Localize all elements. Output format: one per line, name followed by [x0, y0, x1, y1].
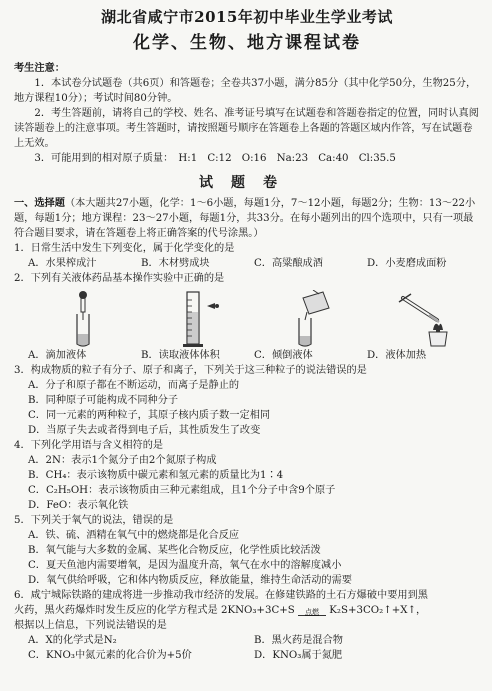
- dropper-test-tube-illustration: [65, 290, 105, 348]
- question-5: [14, 513, 480, 588]
- equation-reactants: 火药，黑火药爆炸时发生反应的化学方程式是 2KNO₃+3C+S: [14, 605, 295, 616]
- section-title: 试题卷: [199, 175, 295, 191]
- option-b: B．同种原子可能构成不同种分子: [28, 395, 179, 406]
- equation-products: K₂S+3CO₂↑+X↑，: [329, 605, 427, 616]
- option-d: D．KNO₃属于氮肥: [254, 650, 343, 661]
- section-1-label: 一、选择题: [14, 197, 65, 209]
- option-c: C．倾倒液体: [254, 350, 313, 361]
- notice-item-1: 1．本试卷分试题卷（共6页）和答题卷；全卷共37小题，满分85分（其中化学50分，生物25分，地方课程10分）；考试时间80分钟。: [14, 78, 477, 104]
- option-c: C．夏天鱼池内需要增氧，是因为温度升高，氧气在水中的溶解度减小: [28, 560, 342, 571]
- section-1-desc: （本大题共27小题，化学：1～6小题，每题1分，7～12小题，每题2分；生物：13～22小题，每题1分；地方课程：23～27小题，每题1分，共33分。在每小题列出的四个选项中，只有一项最符合题目要求，请在答题卷上将正确答案的代号涂黑。）: [14, 198, 476, 239]
- question-4-stem: 4．下列化学用语与含义相符的是: [14, 440, 164, 451]
- option-c: C．同一元素的两种粒子，其原子核内质子数一定相同: [28, 410, 271, 421]
- option-d: D．小麦磨成面粉: [367, 258, 447, 269]
- option-d: D．FeO：表示氧化铁: [28, 500, 129, 511]
- figure-pouring: [254, 290, 367, 348]
- heating-liquid-illustration: [389, 290, 459, 348]
- question-2: [14, 271, 480, 363]
- condition-label: 点燃: [305, 608, 320, 616]
- option-c: C．C₂H₅OH：表示该物质由三种元素组成，且1个分子中含9个原子: [28, 485, 336, 496]
- option-d: D．氧气供给呼吸，它和体内物质反应，释放能量，维持生命活动的需要: [28, 575, 352, 586]
- option-a: A．2N：表示1个氮分子由2个氮原子构成: [28, 455, 217, 466]
- question-6-stem-line3: 根据以上信息，下列说法错误的是: [14, 620, 167, 631]
- pouring-liquid-illustration: [283, 290, 339, 348]
- notice-heading: 考生注意：: [14, 62, 65, 74]
- question-1: [14, 241, 480, 271]
- notice-item-2: 2．考生答题前，请将自己的学校、姓名、准考证号填写在试题卷和答题卷指定的位置，同时认真阅读答题卷上的注意事项。考生答题时，请按照题号顺序在答题卷上各题的答题区域内作答，写在试题卷上无效。: [14, 108, 479, 149]
- question-5-stem: 5．下列关于氧气的说法，错误的是: [14, 515, 174, 526]
- option-a: A．水果榨成汁: [28, 258, 97, 269]
- option-c: C．高粱酿成酒: [254, 258, 323, 269]
- question-2-figures: [14, 288, 480, 348]
- measuring-cylinder-illustration: [173, 290, 223, 348]
- question-3-stem: 3．构成物质的粒子有分子、原子和离子，下列关于这三种粒子的说法错误的是: [14, 365, 367, 376]
- option-c: C．KNO₃中氮元素的化合价为+5价: [28, 650, 192, 661]
- question-6-options-row1: [14, 633, 480, 648]
- question-4: [14, 438, 480, 513]
- option-b: B．木材劈成块: [141, 258, 210, 269]
- paper-title: 化学、生物、地方课程试卷: [133, 33, 361, 53]
- option-a: A．分子和原子都在不断运动，而离子是静止的: [28, 380, 240, 391]
- option-b: B．读取液体体积: [141, 350, 220, 361]
- question-6-stem-line1: 6．咸宁城际铁路的建成将进一步推动我市经济的发展。在修建铁路的土石方爆破中要用到黑: [14, 590, 428, 601]
- question-6-options-row2: [14, 648, 480, 663]
- question-1-options: [14, 256, 480, 271]
- question-3: [14, 363, 480, 438]
- option-b: B．氧气能与大多数的金属、某些化合物反应，化学性质比较活泼: [28, 545, 321, 556]
- question-2-options: [14, 348, 480, 363]
- option-a: A．滴加液体: [28, 350, 87, 361]
- option-d: D．液体加热: [367, 350, 427, 361]
- option-b: B．CH₄：表示该物质中碳元素和氢元素的质量比为1∶4: [28, 470, 284, 481]
- reaction-condition: [298, 608, 326, 618]
- question-1-stem: 1．日常生活中发生下列变化，属于化学变化的是: [14, 243, 235, 254]
- question-6-stem-line2: [14, 603, 480, 618]
- option-b: B．黑火药是混合物: [254, 635, 343, 646]
- notice-item-3: 3．可能用到的相对原子质量： H:1 C:12 O:16 Na:23 Ca:40 Cl:35.5: [34, 153, 396, 164]
- figure-dropper: [28, 290, 141, 348]
- exam-title: 湖北省咸宁市2015年初中毕业生学业考试: [101, 8, 393, 26]
- option-a: A．X的化学式是N₂: [28, 635, 117, 646]
- question-2-stem: 2．下列有关液体药品基本操作实验中正确的是: [14, 273, 225, 284]
- figure-heating: [367, 290, 480, 348]
- section-1-heading: [14, 196, 480, 241]
- option-d: D．当原子失去或者得到电子后，其性质发生了改变: [28, 425, 261, 436]
- question-6: [14, 588, 480, 663]
- option-a: A．铁、硫、酒精在氧气中的燃烧都是化合反应: [28, 530, 240, 541]
- figure-cylinder: [141, 290, 254, 348]
